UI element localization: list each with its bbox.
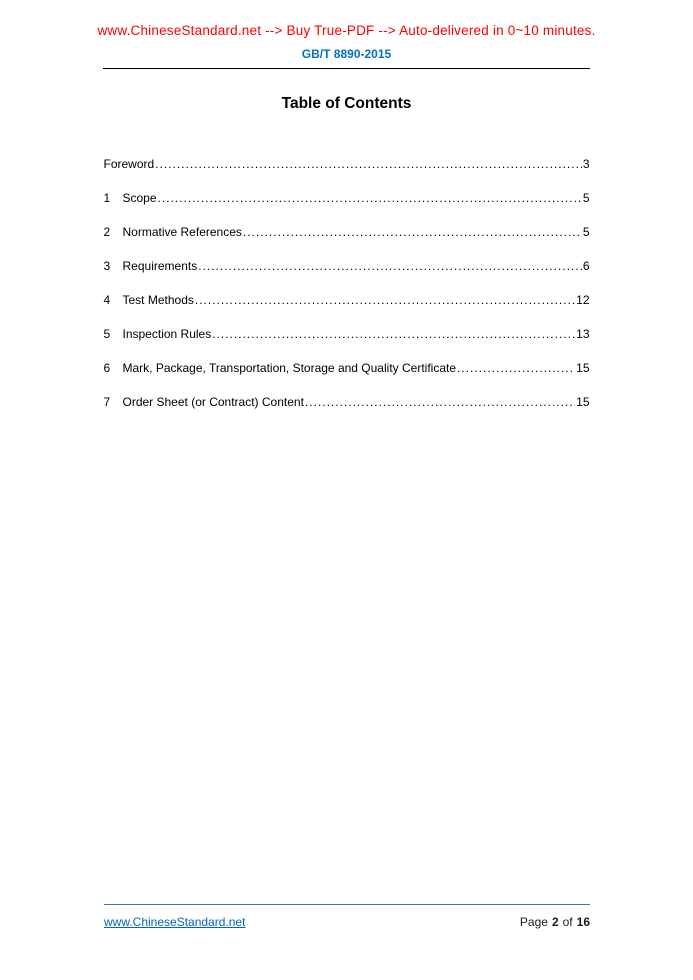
toc-entry-number: 3 <box>103 259 111 273</box>
toc-entry-page: 5 <box>582 191 590 205</box>
toc-entry-label: Requirements <box>122 259 198 273</box>
page-title: Table of Contents <box>281 95 412 112</box>
page-footer <box>104 904 590 929</box>
page-indicator-of: of <box>562 915 573 929</box>
page-indicator-total: 16 <box>576 915 590 929</box>
table-of-contents <box>104 157 590 409</box>
toc-dot-leader <box>158 191 582 205</box>
promo-banner: www.ChineseStandard.net --> Buy True-PDF --> Auto-delivered in 0~10 minutes. <box>97 23 596 38</box>
toc-entry-number: 5 <box>103 327 111 341</box>
header-divider <box>103 68 590 69</box>
toc-entry-page: 12 <box>576 293 590 307</box>
footer-site-link[interactable]: www.ChineseStandard.net <box>104 915 246 929</box>
page-header <box>0 0 693 69</box>
toc-entry-number: 7 <box>103 395 111 409</box>
toc-entry-page: 15 <box>576 395 590 409</box>
page-indicator-current: 2 <box>551 915 559 929</box>
toc-entry-number: 2 <box>103 225 111 239</box>
toc-entry-page: 5 <box>582 225 590 239</box>
toc-entry <box>104 191 590 205</box>
toc-entry-label: Order Sheet (or Contract) Content <box>122 395 304 409</box>
toc-entry-label: Mark, Package, Transportation, Storage and Quality Certificate <box>122 361 456 375</box>
page-indicator-label: Page <box>519 915 548 929</box>
toc-entry <box>104 395 590 409</box>
toc-entry <box>104 361 590 375</box>
toc-entry-number: 1 <box>103 191 111 205</box>
toc-entry-page: 3 <box>582 157 590 171</box>
toc-entry <box>104 327 590 341</box>
toc-entry-label: Foreword <box>103 157 155 171</box>
toc-dot-leader <box>155 157 582 171</box>
toc-entry-number: 4 <box>103 293 111 307</box>
toc-entry-label: Test Methods <box>122 293 194 307</box>
toc-entry <box>104 259 590 273</box>
toc-entry-page: 15 <box>576 361 590 375</box>
toc-entry <box>104 293 590 307</box>
toc-entry <box>104 157 590 171</box>
toc-dot-leader <box>212 327 575 341</box>
toc-entry-label: Inspection Rules <box>122 327 212 341</box>
toc-entry-page: 13 <box>576 327 590 341</box>
toc-entry-number: 6 <box>103 361 111 375</box>
toc-dot-leader <box>305 395 575 409</box>
toc-entry <box>104 225 590 239</box>
toc-dot-leader <box>243 225 582 239</box>
toc-entry-label: Normative References <box>122 225 242 239</box>
page-indicator <box>520 915 590 929</box>
toc-dot-leader <box>198 259 582 273</box>
toc-entry-page: 6 <box>582 259 590 273</box>
toc-entry-label: Scope <box>122 191 157 205</box>
toc-dot-leader <box>195 293 575 307</box>
standard-number: GB/T 8890-2015 <box>301 47 392 61</box>
toc-dot-leader <box>457 361 575 375</box>
